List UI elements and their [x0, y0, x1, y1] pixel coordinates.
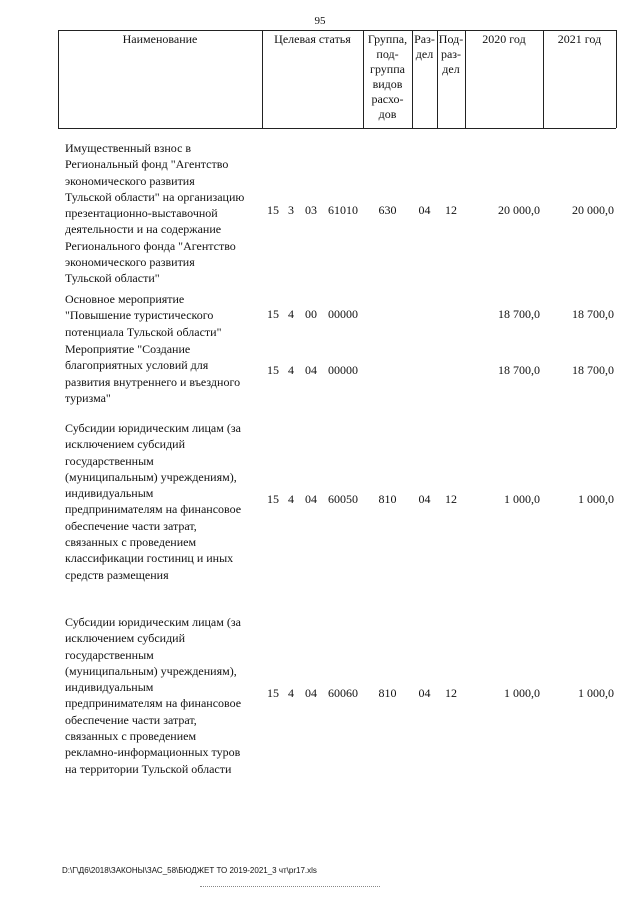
amount-2020: 18 700,0: [498, 363, 540, 377]
direction-code: 00000: [328, 363, 358, 377]
program-code: 15: [267, 307, 279, 321]
program-code: 15: [267, 203, 279, 217]
header-year-2020: 2020 год: [482, 32, 526, 46]
header-top-border: [58, 30, 616, 31]
subsection-code: 12: [445, 492, 457, 506]
amount-2020: 1 000,0: [504, 686, 540, 700]
amount-2020: 1 000,0: [504, 492, 540, 506]
file-path-footer: D:\Г\Д6\2018\ЗАКОНЫ\ЗАС_58\БЮДЖЕТ ТО 2019-2021_3 чт\pr17.xls: [62, 866, 317, 875]
activity-code: 00: [305, 307, 317, 321]
expense-group: 630: [378, 203, 397, 217]
direction-code: 00000: [328, 307, 358, 321]
subprogram-code: 4: [288, 307, 294, 321]
expense-group: 810: [378, 492, 397, 506]
amount-2020: 18 700,0: [498, 307, 540, 321]
subprogram-code: 3: [288, 203, 294, 217]
row-name: Мероприятие "Создание благоприятных условий для развития внутреннего и въездного туризма": [65, 342, 241, 405]
direction-code: 60050: [328, 492, 358, 506]
activity-code: 04: [305, 686, 317, 700]
section-code: 04: [418, 492, 431, 506]
scan-artifact-line: [200, 886, 380, 887]
amount-2021: 1 000,0: [578, 686, 614, 700]
direction-code: 61010: [328, 203, 358, 217]
header-name: Наименование: [122, 32, 198, 46]
activity-code: 04: [305, 492, 317, 506]
subsection-code: 12: [445, 203, 457, 217]
amount-2021: 20 000,0: [572, 203, 614, 217]
column-divider: [616, 30, 617, 128]
page-number: 95: [314, 15, 326, 27]
section-code: 04: [418, 686, 431, 700]
program-code: 15: [267, 492, 279, 506]
subprogram-code: 4: [288, 492, 294, 506]
activity-code: 03: [305, 203, 317, 217]
amount-2021: 1 000,0: [578, 492, 614, 506]
direction-code: 60060: [328, 686, 358, 700]
program-code: 15: [267, 363, 279, 377]
expense-group: 810: [378, 686, 397, 700]
section-code: 04: [418, 203, 431, 217]
subsection-code: 12: [445, 686, 457, 700]
amount-2020: 20 000,0: [498, 203, 540, 217]
amount-2021: 18 700,0: [572, 363, 614, 377]
header-subsection: Под- раз- дел: [438, 32, 464, 76]
header-target-article: Целевая статья: [274, 32, 351, 46]
row-name: Субсидии юридическим лицам (за исключением субсидий государственным (муниципальным) учреждениям), индивидуальным предпринимателям на финансовое обеспечение части затрат, связанных с проведением рекламно-информационных туров на территории Тульской области: [65, 615, 242, 776]
activity-code: 04: [305, 363, 317, 377]
subprogram-code: 4: [288, 363, 294, 377]
program-code: 15: [267, 686, 279, 700]
amount-2021: 18 700,0: [572, 307, 614, 321]
header-expense-group: Группа, под- группа видов расхо- дов: [367, 32, 408, 121]
row-name: Имущественный взнос в Региональный фонд "Агентство экономического развития Тульской области" на организацию презентационно-выставочной деятельности и на содержание Регионального фонда "Агентство экономического развития Тульской области": [65, 141, 245, 286]
row-name: Субсидии юридическим лицам (за исключением субсидий государственным (муниципальным) учреждениям), индивидуальным предпринимателям на финансовое обеспечение части затрат, связанных с проведением классификации гостиниц и иных средств размещения: [65, 421, 242, 582]
header-section: Раз- дел: [414, 32, 435, 61]
row-name: Основное мероприятие "Повышение туристического потенциала Тульской области": [65, 292, 222, 339]
header-year-2021: 2021 год: [557, 32, 602, 46]
header-bottom-border: [58, 128, 616, 129]
subprogram-code: 4: [288, 686, 294, 700]
